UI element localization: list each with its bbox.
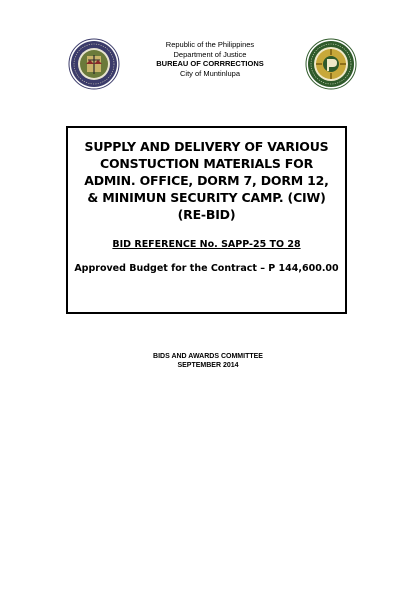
header-text-block	[130, 40, 290, 78]
committee-name: BIDS AND AWARDS COMMITTEE	[153, 353, 263, 360]
bureau-line: BUREAU OF CORRRECTIONS	[156, 59, 264, 68]
city-line: City of Muntinlupa	[179, 68, 241, 78]
department-line: Department of Justice	[173, 49, 247, 59]
republic-line: Republic of the Philippines	[165, 40, 255, 49]
bid-reference: BID REFERENCE No. SAPP-25 TO 28	[112, 239, 301, 250]
department-of-justice-seal-icon	[68, 38, 120, 90]
document-date: SEPTEMBER 2014	[177, 362, 239, 369]
project-title: SUPPLY AND DELIVERY OF VARIOUS CONSTUCTION MATERIALS FOR ADMIN. OFFICE, DORM 7, DORM 12, & MINIMUN SECURITY CAMP. (CIW) (RE-BID)	[84, 139, 329, 222]
project-title-box	[66, 126, 347, 314]
approved-budget: Approved Budget for the Contract – P 144,600.00	[74, 263, 339, 274]
document-footer	[0, 352, 416, 370]
bureau-of-corrections-seal-icon	[305, 38, 357, 90]
document-header	[0, 38, 416, 108]
